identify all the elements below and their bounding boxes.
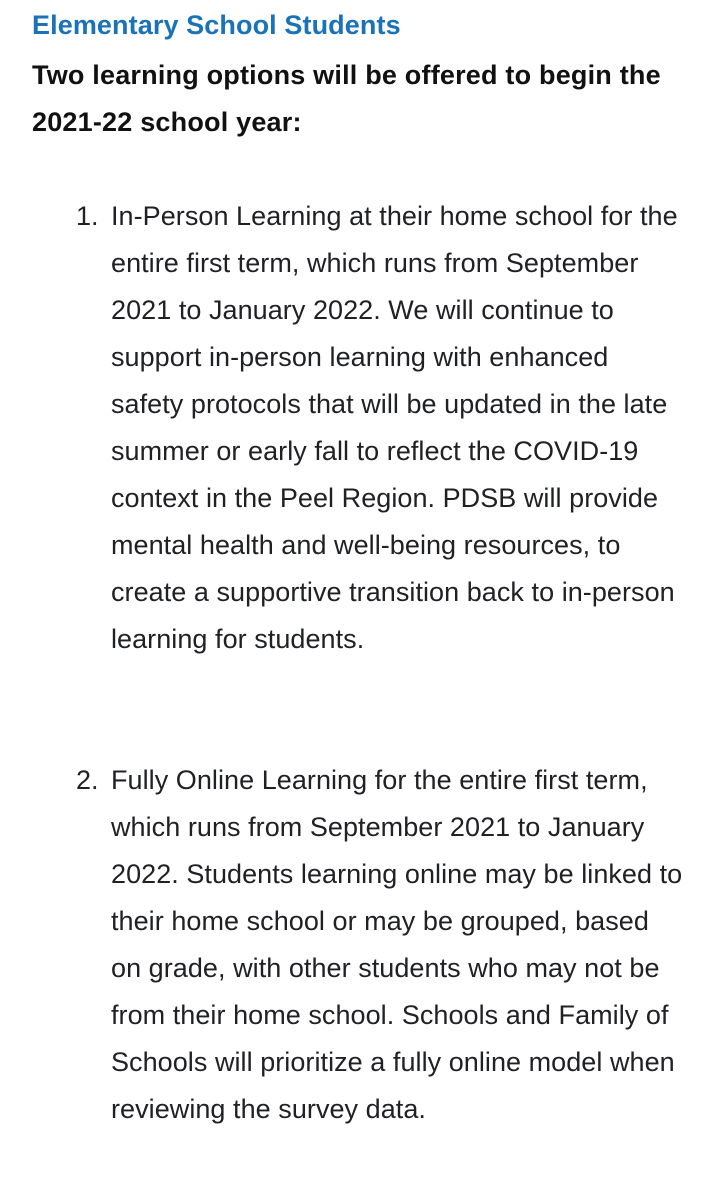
option-2-number: 2. <box>76 765 99 795</box>
option-2-text: Fully Online Learning for the entire first term, which runs from September 2021 to January 2022. Students learning online may be linked to their home school or may be grouped, based on grade, with other students who may not be from their home school. Schools and Family of Schools will prioritize a fully online model when reviewing the survey data. <box>111 765 683 1124</box>
intro-text: Two learning options will be offered to begin the 2021-22 school year: <box>32 60 661 137</box>
option-1-text: In-Person Learning at their home school for the entire first term, which runs from September 2021 to January 2022. We will continue to support in-person learning with enhanced safety protocols that will be updated in the late summer or early fall to reflect the COVID-19 context in the Peel Region. PDSB will provide mental health and well-being resources, to create a supportive transition back to in-person learning for students. <box>111 201 678 654</box>
option-1-number: 1. <box>76 201 99 231</box>
section-heading: Elementary School Students <box>32 10 401 40</box>
